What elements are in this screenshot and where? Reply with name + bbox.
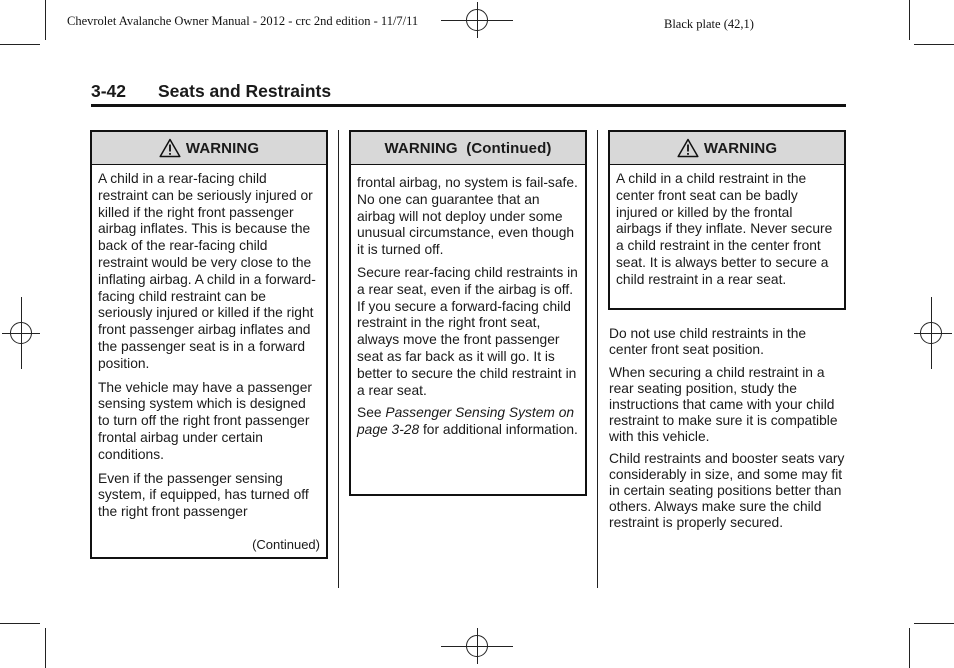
column-divider bbox=[338, 130, 339, 588]
warning-paragraph: Secure rear-facing child restraints in a rear seat, even if the airbag is off. If you secure a forward-facing child restraint in the right front seat, always move the front passenger seat as far back as it will go. It is better to secure the child restraint in a rear seat. bbox=[357, 264, 578, 398]
crop-mark bbox=[45, 628, 46, 668]
warning-paragraph: A child in a rear-facing child restraint can be seriously injured or killed if the right front passenger airbag inflates. This is because the back of the rear-facing child restraint would be very close to the inflating airbag. A child in a forward-facing child restraint can be seriously injured or killed if the right front passenger airbag inflates and the passenger seat is in a forward position. bbox=[98, 171, 316, 371]
warning-paragraph: The vehicle may have a passenger sensing system which is designed to turn off the right front passenger frontal airbag under certain conditions. bbox=[98, 379, 312, 462]
page-header bbox=[91, 80, 846, 107]
warning-paragraph: A child in a child restraint in the center front seat can be badly injured or killed by the frontal airbags if they inflate. Never secure a child restraint in the center front seat. It is always better to secure a child restraint in a rear seat. bbox=[616, 171, 833, 287]
column-divider bbox=[597, 130, 598, 588]
body-paragraph: Do not use child restraints in the center front seat position. bbox=[609, 326, 807, 357]
body-text bbox=[609, 326, 845, 538]
warning-body bbox=[610, 165, 844, 289]
plate-label: Black plate (42,1) bbox=[664, 17, 754, 31]
warning-paragraph: frontal airbag, no system is fail-safe. No one can guarantee that an airbag will not deploy under some unusual circumstance, even though it is turned off. bbox=[357, 175, 578, 258]
warning-body bbox=[92, 165, 326, 521]
crop-mark bbox=[45, 0, 46, 40]
warning-label: WARNING bbox=[185, 139, 260, 157]
warning-paragraph: Even if the passenger sensing system, if equipped, has turned off the right front passenger bbox=[98, 470, 309, 520]
see-prefix: See bbox=[357, 405, 386, 421]
crop-mark bbox=[0, 623, 40, 624]
warning-body bbox=[351, 165, 585, 439]
warning-label: WARNING bbox=[703, 139, 778, 157]
warning-header bbox=[610, 132, 844, 165]
section-title: Seats and Restraints bbox=[158, 81, 332, 101]
body-paragraph: Child restraints and booster seats vary considerably in size, and some may fit in certain seating positions better than others. Always make sure the child restraint is properly secured. bbox=[609, 451, 845, 530]
crop-mark bbox=[914, 44, 954, 45]
warning-label: WARNING (Continued) bbox=[384, 139, 552, 157]
warning-box-3 bbox=[608, 130, 846, 310]
page-number: 3-42 bbox=[91, 81, 127, 101]
crop-mark bbox=[909, 0, 910, 40]
continued-label: (Continued) bbox=[252, 537, 320, 552]
cross-reference-link[interactable]: Passenger Sensing System on page 3-28 bbox=[357, 405, 575, 438]
warning-header bbox=[92, 132, 326, 165]
crop-mark bbox=[914, 623, 954, 624]
warning-box-1 bbox=[90, 130, 328, 559]
print-slug: Chevrolet Avalanche Owner Manual - 2012 - crc 2nd edition - 11/7/11 bbox=[67, 14, 419, 28]
warning-triangle-icon bbox=[159, 138, 181, 158]
warning-header bbox=[351, 132, 585, 165]
crop-mark bbox=[909, 628, 910, 668]
see-suffix: for additional information. bbox=[419, 422, 578, 438]
warning-triangle-icon bbox=[677, 138, 699, 158]
body-paragraph: When securing a child restraint in a rear seating position, study the instructions that came with your child restraint to make sure it is compatible with this vehicle. bbox=[609, 364, 838, 444]
crop-mark bbox=[0, 44, 40, 45]
cross-reference-paragraph bbox=[357, 405, 579, 439]
warning-box-2 bbox=[349, 130, 587, 496]
